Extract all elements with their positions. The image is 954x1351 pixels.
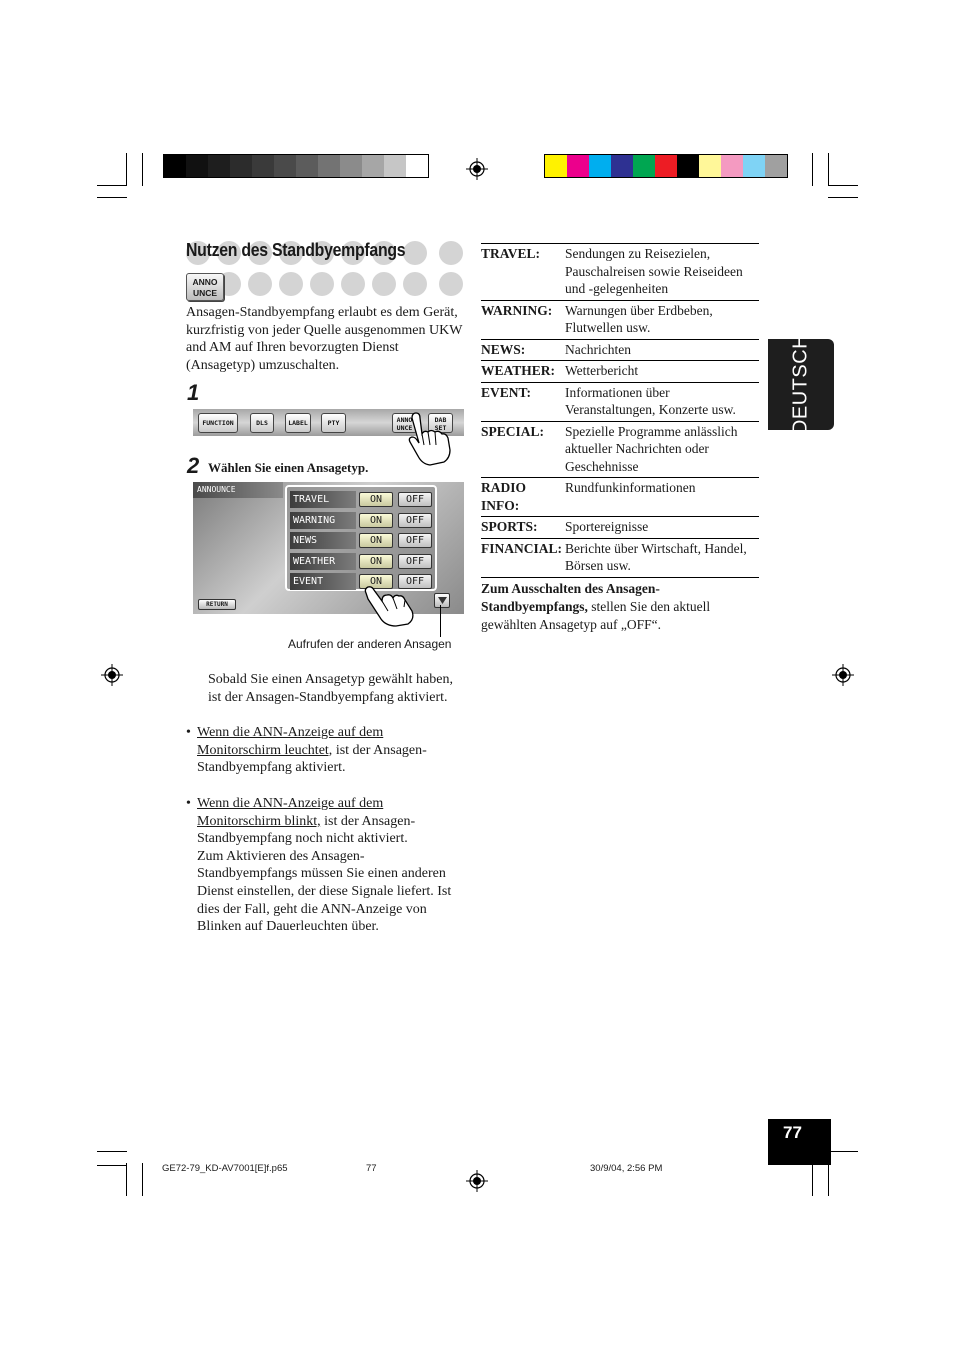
travel-on-button[interactable]: ON — [359, 492, 393, 507]
announce-screen-title: ANNOUNCE — [193, 482, 283, 498]
registration-mark-icon — [466, 158, 488, 180]
dls-button: DLS — [250, 413, 274, 433]
table-row-value: Warnungen über Erdbeben, Flutwellen usw. — [565, 302, 713, 335]
color-swatch — [633, 155, 655, 177]
color-swatch — [677, 155, 699, 177]
dab-line1: DAB — [434, 416, 447, 424]
step-1-number: 1 — [187, 380, 200, 405]
color-swatch — [208, 155, 230, 177]
table-row-key: SPORTS: — [481, 519, 538, 534]
announce-row — [290, 553, 433, 570]
color-swatch — [589, 155, 611, 177]
weather-off-button[interactable]: OFF — [398, 554, 432, 569]
footer-file: GE72-79_KD-AV7001[E]f.p65 — [162, 1163, 288, 1174]
table-row — [481, 301, 759, 340]
color-swatch — [699, 155, 721, 177]
step-2-number: 2 — [187, 453, 200, 478]
bullet-1-underlined: Wenn die ANN-Anzeige auf dem Monitorschirm leuchtet, — [197, 725, 384, 758]
bullet-1-rest: ist der Ansagen-Standbyempfang aktiviert. — [197, 742, 427, 776]
crop-mark — [126, 153, 127, 186]
news-off-button[interactable]: OFF — [398, 533, 432, 548]
dab-line2: SET — [434, 424, 447, 432]
announcement-type-table — [481, 243, 759, 578]
table-row-key: NEWS: — [481, 341, 526, 357]
crop-mark — [828, 1163, 829, 1196]
table-row — [481, 383, 759, 422]
table-row-key: WARNING: — [481, 302, 553, 318]
table-row-value: Sportereignisse — [565, 519, 649, 534]
crop-mark — [828, 1151, 858, 1152]
weather-on-button[interactable]: ON — [359, 554, 393, 569]
color-swatch — [362, 155, 384, 177]
announce-row-label: WARNING — [290, 512, 356, 529]
function-button: FUNCTION — [198, 413, 238, 433]
crop-mark — [126, 1163, 127, 1196]
announce-row — [290, 532, 433, 549]
crop-mark — [828, 153, 829, 186]
table-row-value: Wetterbericht — [565, 363, 639, 378]
news-on-button[interactable]: ON — [359, 533, 393, 548]
color-swatch — [384, 155, 406, 177]
table-row-value: Nachrichten — [565, 341, 631, 357]
pty-button: PTY — [321, 413, 346, 433]
table-row — [481, 361, 759, 383]
table-row-key: TRAVEL: — [481, 246, 541, 261]
bullet-2-extra: Zum Aktivieren des Ansagen-Standbyempfangs müssen Sie einen anderen Dienst einstellen, der diese Signale liefert. Ist dies der Fall, geht die ANN-Anzeige von Blinken auf Dauerleuchten über. — [197, 848, 452, 935]
table-row-key: SPECIAL: — [481, 423, 545, 439]
table-row — [481, 478, 759, 517]
crop-mark — [97, 185, 127, 186]
table-row-value: Sendungen zu Reisezielen, Pauschalreisen sowie Reiseideen und -gelegenheiten — [565, 246, 743, 296]
color-swatch — [406, 155, 428, 177]
pointing-hand-icon — [408, 412, 456, 466]
color-swatch — [318, 155, 340, 177]
table-row-value: Berichte über Wirtschaft, Handel, Börsen usw. — [565, 540, 747, 573]
table-row-key: EVENT: — [481, 384, 532, 400]
bullet-1: • Wenn die ANN-Anzeige auf dem Monitorschirm leuchtet, ist der Ansagen-Standbyempfang aktiviert. — [186, 725, 427, 776]
color-swatch — [545, 155, 567, 177]
pointing-hand-icon — [364, 585, 416, 627]
color-swatch — [611, 155, 633, 177]
language-tab-label: DEUTSCH — [789, 333, 812, 435]
triangle-down-icon — [438, 597, 447, 604]
bullet-2: • Wenn die ANN-Anzeige auf dem Monitorschirm blinkt, ist der Ansagen-Standbyempfang noch nicht aktiviert. Zum Aktivieren des Ansagen-Standbyempfangs müssen Sie einen anderen Dienst einstellen, der diese Signale liefert. Ist dies der Fall, geht die ANN-Anzeige von Blinken auf Dauerleuchten über. — [186, 795, 461, 936]
anno-button-line2: UNCE — [192, 288, 218, 298]
announce-row-label: WEATHER — [290, 553, 356, 570]
event-off-button[interactable]: OFF — [398, 574, 432, 589]
crop-mark — [812, 1163, 813, 1196]
registration-mark-icon — [101, 664, 123, 686]
crop-mark — [142, 153, 143, 186]
return-button[interactable]: RETURN — [198, 599, 236, 610]
color-swatch — [655, 155, 677, 177]
footer-date: 30/9/04, 2:56 PM — [590, 1163, 663, 1174]
crop-mark — [828, 197, 858, 198]
announce-row — [290, 512, 433, 529]
color-swatch — [567, 155, 589, 177]
table-row — [481, 340, 759, 362]
bullet-2-rest: ist der Ansagen-Standbyempfang noch nicht aktiviert. — [197, 813, 416, 847]
announce-screen — [193, 482, 464, 614]
crop-mark — [97, 1151, 127, 1152]
announce-row — [290, 491, 433, 508]
color-swatch — [743, 155, 765, 177]
page-number: 77 — [768, 1119, 831, 1165]
table-row-value: Informationen über Veranstaltungen, Konzerte usw. — [565, 384, 736, 417]
bullet-2-underlined: Wenn die ANN-Anzeige auf dem Monitorschirm blinkt, — [197, 796, 384, 829]
anno-button-line1: ANNO — [192, 277, 218, 287]
color-swatch — [765, 155, 787, 177]
color-swatch — [252, 155, 274, 177]
color-swatch — [274, 155, 296, 177]
intro-text: Ansagen-Standbyempfang erlaubt es dem Gerät, kurzfristig von jeder Quelle ausgenommen UKW and AM auf Ihren bevorzugten Dienst (Ansagetyp) umzuschalten. — [186, 305, 463, 373]
step-2-text: Wählen Sie einen Ansagetyp. — [208, 460, 369, 475]
callout-text: Aufrufen der anderen Ansagen — [288, 637, 452, 651]
table-row-key: RADIO INFO: — [481, 480, 527, 513]
color-bar — [544, 154, 788, 178]
color-swatch — [164, 155, 186, 177]
scroll-down-button[interactable] — [434, 593, 450, 608]
color-swatch — [721, 155, 743, 177]
language-tab — [768, 333, 834, 435]
crop-mark — [97, 1165, 127, 1166]
announce-row-label: TRAVEL — [290, 491, 356, 508]
off-instructions-rest: stellen Sie den aktuell gewählten Ansagetyp auf „OFF“. — [481, 599, 711, 632]
crop-mark — [828, 185, 858, 186]
table-row — [481, 539, 759, 578]
anno-line2: UNCE — [396, 424, 413, 432]
table-row-value: Rundfunkinformationen — [565, 480, 696, 495]
crop-mark — [812, 153, 813, 186]
crop-mark — [97, 197, 127, 198]
announce-panel — [285, 485, 437, 591]
footer-page: 77 — [366, 1163, 377, 1174]
table-row — [481, 244, 759, 301]
table-row-key: FINANCIAL: — [481, 540, 562, 556]
grayscale-bar — [163, 154, 429, 178]
after-selection-text: Sobald Sie einen Ansagetyp gewählt haben, ist der Ansagen-Standbyempfang aktiviert. — [208, 672, 453, 705]
callout-line — [440, 605, 441, 637]
color-swatch — [296, 155, 318, 177]
label-button: LABEL — [285, 413, 311, 433]
travel-off-button[interactable]: OFF — [398, 492, 432, 507]
off-instructions-bold: Zum Ausschalten des Ansagen-Standbyempfangs, — [481, 581, 660, 614]
registration-mark-icon — [832, 664, 854, 686]
off-instructions — [481, 580, 761, 634]
announce-row-label: EVENT — [290, 573, 356, 590]
section-title: Nutzen des Standbyempfangs — [186, 240, 406, 260]
color-swatch — [340, 155, 362, 177]
anno-unce-button — [186, 273, 224, 301]
color-swatch — [230, 155, 252, 177]
crop-mark — [142, 1163, 143, 1196]
warning-off-button[interactable]: OFF — [398, 513, 432, 528]
table-row-key: WEATHER: — [481, 363, 556, 378]
table-row — [481, 422, 759, 479]
table-row-value: Spezielle Programme anlässlich aktueller Nachrichten oder Geschehnisse — [565, 423, 738, 474]
warning-on-button[interactable]: ON — [359, 513, 393, 528]
announce-row-label: NEWS — [290, 532, 356, 549]
color-swatch — [186, 155, 208, 177]
anno-line1: ANNO — [396, 416, 413, 424]
registration-mark-icon — [466, 1170, 488, 1192]
event-on-button[interactable]: ON — [359, 574, 393, 589]
table-row — [481, 517, 759, 539]
